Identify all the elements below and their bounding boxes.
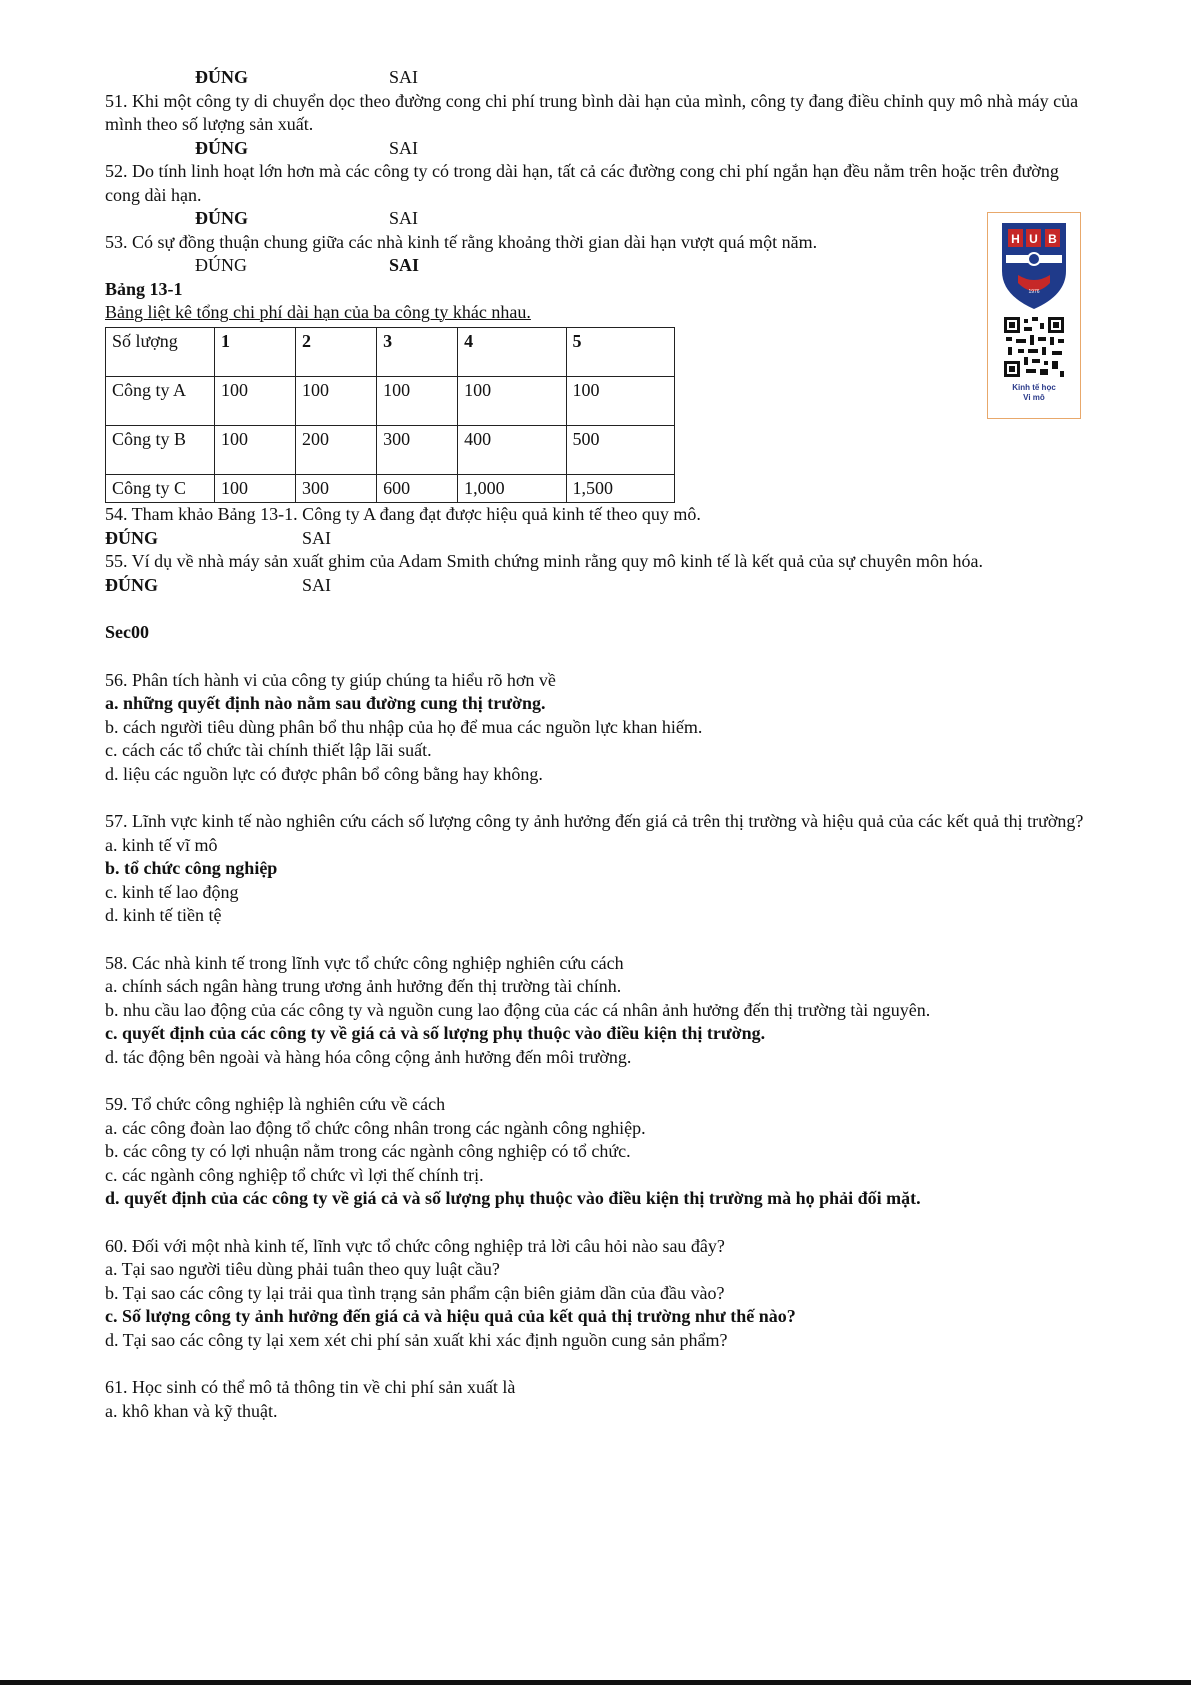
q56-stem: 56. Phân tích hành vi của công ty giúp chúng ta hiểu rõ hơn về [105, 669, 556, 690]
q53-text: 53. Có sự đồng thuận chung giữa các nhà kinh tế rằng khoảng thời gian dài hạn vượt quá một năm. [105, 231, 818, 252]
table-title: Bảng 13-1 [105, 278, 183, 299]
q60-stem: 60. Đối với một nhà kinh tế, lĩnh vực tổ chức công nghiệp trả lời câu hỏi nào sau đây? [105, 1235, 725, 1256]
table-cell: Công ty B [106, 425, 215, 474]
table-cell: 300 [296, 474, 377, 503]
bottom-border [0, 1680, 1191, 1685]
table-cell: 1,000 [458, 474, 566, 503]
q54-false: SAI [302, 527, 332, 548]
logo-label-line1: Kinh tế học [1012, 383, 1056, 392]
hub-logo [988, 213, 1080, 383]
qr-code-icon [1004, 317, 1064, 377]
q55-options [105, 574, 1085, 598]
q59-option-b: b. các công ty có lợi nhuận nằm trong các ngành công nghiệp có tổ chức. [105, 1141, 631, 1161]
table-cell: Công ty C [106, 474, 215, 503]
q55-false: SAI [302, 574, 332, 595]
logo-year: 1976 [1028, 289, 1040, 295]
logo-label [988, 383, 1080, 403]
table-header-row [106, 327, 675, 376]
document-page [105, 66, 1085, 1423]
q58-option-a: a. chính sách ngân hàng trung ương ảnh hưởng đến thị trường tài chính. [105, 976, 622, 996]
q60-option-c: c. Số lượng công ty ảnh hưởng đến giá cả và hiệu quả của kết quả thị trường như thế nào? [105, 1306, 796, 1326]
table-header-cell: 4 [458, 327, 566, 376]
q53-options [105, 254, 1085, 278]
table-header-cell: 5 [566, 327, 674, 376]
q51-true: ĐÚNG [195, 137, 248, 158]
table-cell: 100 [377, 376, 458, 425]
q57-stem: 57. Lĩnh vực kinh tế nào nghiên cứu cách số lượng công ty ảnh hưởng đến giá cả trên thị trường và hiệu quả của các kết quả thị trường? [105, 811, 1084, 831]
q52-text: 52. Do tính linh hoạt lớn hơn mà các công ty có trong dài hạn, tất cả các đường cong chi phí ngắn hạn đều nằm trên hoặc trên đường cong dài hạn. [105, 161, 1059, 205]
q58-option-b: b. nhu cầu lao động của các công ty và nguồn cung lao động của các cá nhân ảnh hưởng đến thị trường tài nguyên. [105, 999, 931, 1020]
q58-stem: 58. Các nhà kinh tế trong lĩnh vực tổ chức công nghiệp nghiên cứu cách [105, 952, 624, 973]
q51-false: SAI [389, 137, 419, 158]
q53-false: SAI [389, 255, 420, 275]
q50-options [105, 66, 1085, 90]
table-cell: 1,500 [566, 474, 674, 503]
table-cell: 500 [566, 425, 674, 474]
table-cell: 100 [215, 474, 296, 503]
q57-option-b: b. tổ chức công nghiệp [105, 858, 278, 878]
q60-option-d: d. Tại sao các công ty lại xem xét chi phí sản xuất khi xác định nguồn cung sản phẩm? [105, 1329, 728, 1350]
table-cell: 100 [296, 376, 377, 425]
logo-letter-h: H [1011, 232, 1020, 246]
q58-option-d: d. tác động bên ngoài và hàng hóa công cộng ảnh hưởng đến môi trường. [105, 1046, 632, 1067]
logo-letter-b: B [1048, 232, 1057, 246]
q59-option-d: d. quyết định của các công ty về giá cả và số lượng phụ thuộc vào điều kiện thị trường mà họ phải đối mặt. [105, 1188, 921, 1208]
table-header-cell: 2 [296, 327, 377, 376]
q51-text: 51. Khi một công ty di chuyển dọc theo đường cong chi phí trung bình dài hạn của mình, công ty đang điều chỉnh quy mô nhà máy của mình theo số lượng sản xuất. [105, 90, 1079, 134]
q61-option-a: a. khô khan và kỹ thuật. [105, 1400, 278, 1421]
section-heading: Sec00 [105, 622, 149, 642]
table-header-cell: Số lượng [106, 327, 215, 376]
q54-options [105, 527, 1085, 551]
q52-true: ĐÚNG [195, 208, 248, 228]
q54-text: 54. Tham khảo Bảng 13-1. Công ty A đang đạt được hiệu quả kinh tế theo quy mô. [105, 504, 701, 524]
table-row [106, 474, 675, 503]
table-cell: Công ty A [106, 376, 215, 425]
table-cell: 100 [458, 376, 566, 425]
q61-stem: 61. Học sinh có thể mô tả thông tin về chi phí sản xuất là [105, 1377, 516, 1397]
q57-option-d: d. kinh tế tiền tệ [105, 905, 222, 925]
q58-option-c: c. quyết định của các công ty về giá cả và số lượng phụ thuộc vào điều kiện thị trường. [105, 1023, 766, 1043]
table-cell: 100 [215, 425, 296, 474]
q50-false: SAI [389, 67, 419, 87]
q57-option-a: a. kinh tế vĩ mô [105, 834, 218, 855]
q57-option-c: c. kinh tế lao động [105, 881, 239, 902]
q60-option-a: a. Tại sao người tiêu dùng phải tuân theo quy luật cầu? [105, 1259, 500, 1279]
q53-true: ĐÚNG [195, 255, 247, 275]
table-cell: 400 [458, 425, 566, 474]
q56-option-b: b. cách người tiêu dùng phân bổ thu nhập của họ để mua các nguồn lực khan hiếm. [105, 716, 703, 737]
table-cell: 600 [377, 474, 458, 503]
q56-option-d: d. liệu các nguồn lực có được phân bổ công bằng hay không. [105, 763, 543, 784]
q59-option-a: a. các công đoàn lao động tổ chức công nhân trong các ngành công nghiệp. [105, 1117, 646, 1138]
q59-option-c: c. các ngành công nghiệp tổ chức vì lợi thế chính trị. [105, 1164, 484, 1185]
q54-true: ĐÚNG [105, 527, 158, 548]
table-row [106, 376, 675, 425]
q55-text: 55. Ví dụ về nhà máy sản xuất ghim của Adam Smith chứng minh rằng quy mô kinh tế là kết quả của sự chuyên môn hóa. [105, 551, 984, 571]
cost-table [105, 327, 675, 504]
q51-options [105, 137, 1085, 161]
logo-letter-u: U [1029, 232, 1038, 246]
table-cell: 300 [377, 425, 458, 474]
table-caption: Bảng liệt kê tổng chi phí dài hạn của ba công ty khác nhau. [105, 302, 531, 322]
table-row [106, 425, 675, 474]
table-cell: 100 [566, 376, 674, 425]
q55-true: ĐÚNG [105, 574, 158, 595]
table-cell: 100 [215, 376, 296, 425]
table-header-cell: 3 [377, 327, 458, 376]
q56-option-c: c. cách các tổ chức tài chính thiết lập lãi suất. [105, 740, 432, 760]
q52-false: SAI [389, 208, 419, 228]
q52-options [105, 207, 1085, 231]
q59-stem: 59. Tổ chức công nghiệp là nghiên cứu về cách [105, 1094, 446, 1114]
table-cell: 200 [296, 425, 377, 474]
q56-option-a: a. những quyết định nào nằm sau đường cung thị trường. [105, 693, 546, 713]
logo-label-line2: Vi mô [1023, 393, 1045, 402]
hub-logo-qr-box [987, 212, 1081, 419]
q60-option-b: b. Tại sao các công ty lại trải qua tình trạng sản phẩm cận biên giảm dần của đầu vào? [105, 1282, 725, 1303]
q50-true: ĐÚNG [195, 67, 248, 87]
table-header-cell: 1 [215, 327, 296, 376]
